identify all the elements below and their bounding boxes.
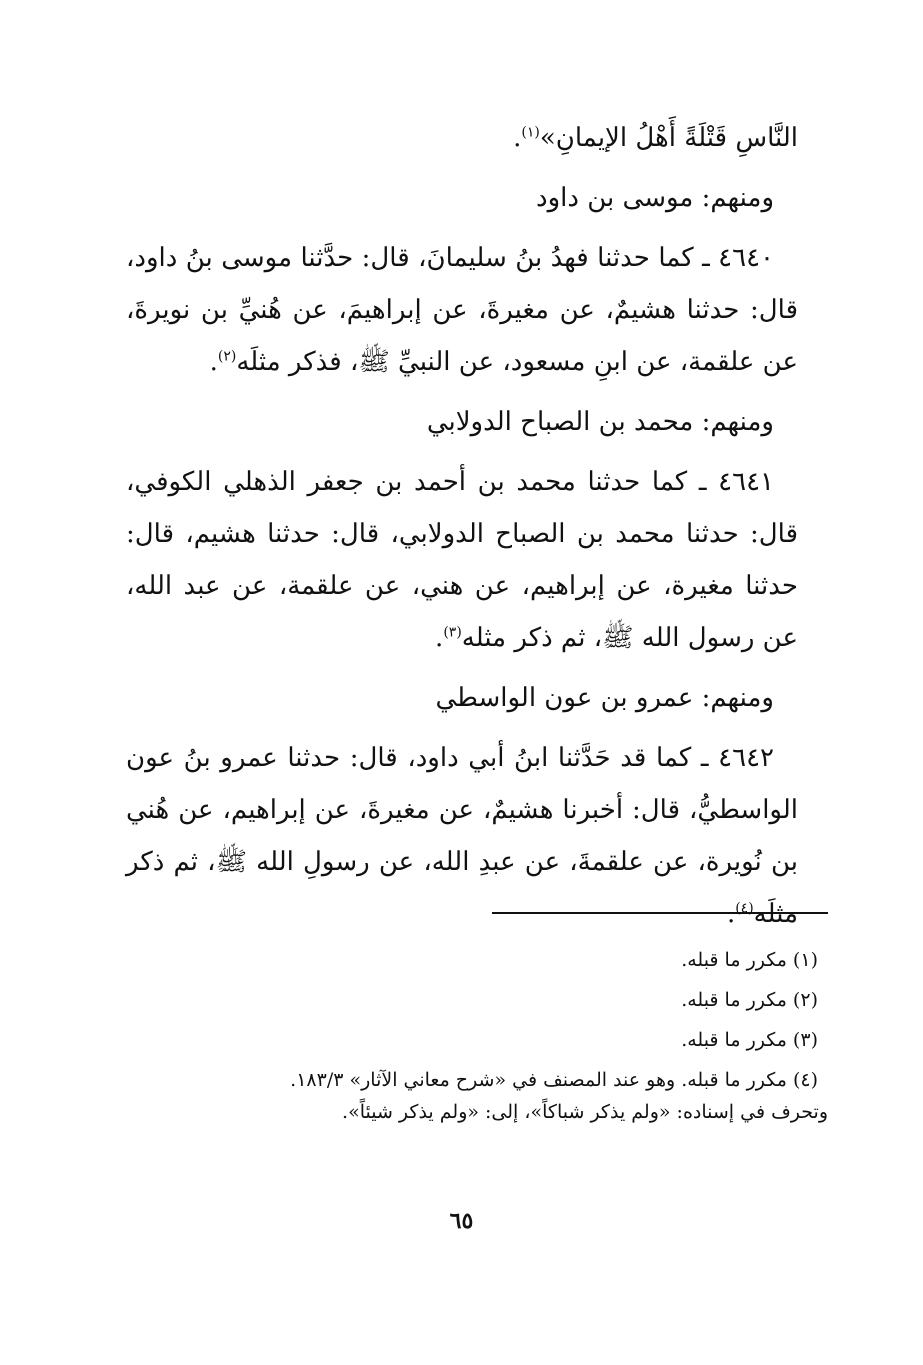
- hadith-4640-text: ٤٦٤٠ ـ كما حدثنا فهدُ بنُ سليمانَ، قال: حدَّثنا موسى بنُ داود، قال: حدثنا هشيمٌ، عن مغيرةَ، عن إبراهيمَ، عن هُنيِّ بن نويرةَ، عن علقمة، عن ابنِ مسعود، عن النبيِّ ﷺ، فذكر مثلَه: [126, 243, 798, 377]
- hadith-4642-period: .: [726, 899, 736, 929]
- continuation-period: .: [513, 123, 522, 153]
- hadith-4641-text: ٤٦٤١ ـ كما حدثنا محمد بن أحمد بن جعفر الذهلي الكوفي، قال: حدثنا محمد بن الصباح الدولابي، قال: حدثنا هشيم، قال: حدثنا مغيرة، عن إبراهيم، عن هني، عن علقمة، عن عبد الله، عن رسول الله ﷺ، ثم ذكر مثله: [126, 467, 798, 653]
- footnote-4-continuation: وتحرف في إسناده: «ولم يذكر شباكاً»، إلى: «ولم يذكر شيئاً».: [342, 1101, 828, 1123]
- page-number: ٦٥: [449, 1208, 474, 1234]
- footnote-marker-2: (٢): [217, 348, 237, 365]
- hadith-4641-period: .: [435, 623, 444, 653]
- footnote-4: (٤) مكرر ما قبله. وهو عند المصنف في «شرح معاني الآثار» ١٨٣/٣.: [290, 1069, 818, 1091]
- hadith-4642-text: ٤٦٤٢ ـ كما قد حَدَّثنا ابنُ أبي داود، قال: حدثنا عمرو بنُ عون الواسطيُّ، قال: أخبرنا هشيمٌ، عن مغيرةَ، عن إبراهيم، عن هُني بن نُويرة، عن علقمةَ، عن عبدِ الله، عن رسولِ الله ﷺ، ثم ذكر مثلَه: [126, 743, 798, 929]
- footnote-separator: [492, 912, 828, 914]
- footnotes: [128, 944, 828, 1128]
- footnote-marker-1: (١): [521, 124, 540, 141]
- hadith-4642: [126, 732, 798, 940]
- narrator-heading-amr-ibn-awn: ومنهم: عمرو بن عون الواسطي: [435, 683, 774, 713]
- hadith-4640-period: .: [209, 347, 218, 377]
- hadith-4641: [126, 456, 798, 664]
- main-text: [126, 112, 798, 948]
- footnote-marker-3: (٣): [443, 624, 462, 641]
- continuation-line: [126, 112, 798, 164]
- narrator-heading-muhammad-ibn-al-sabbah: ومنهم: محمد بن الصباح الدولابي: [426, 407, 774, 437]
- narrator-heading-musa-ibn-dawud: ومنهم: موسى بن داود: [536, 183, 774, 213]
- hadith-4640: [126, 232, 798, 388]
- footnote-marker-4: (٤): [735, 900, 754, 917]
- footnote-1: (١) مكرر ما قبله.: [681, 949, 818, 971]
- footnote-2: (٢) مكرر ما قبله.: [681, 989, 818, 1011]
- continuation-text: النَّاسِ قَتْلَةً أَهْلُ الإيمانِ»: [539, 123, 798, 153]
- footnote-3: (٣) مكرر ما قبله.: [681, 1029, 818, 1051]
